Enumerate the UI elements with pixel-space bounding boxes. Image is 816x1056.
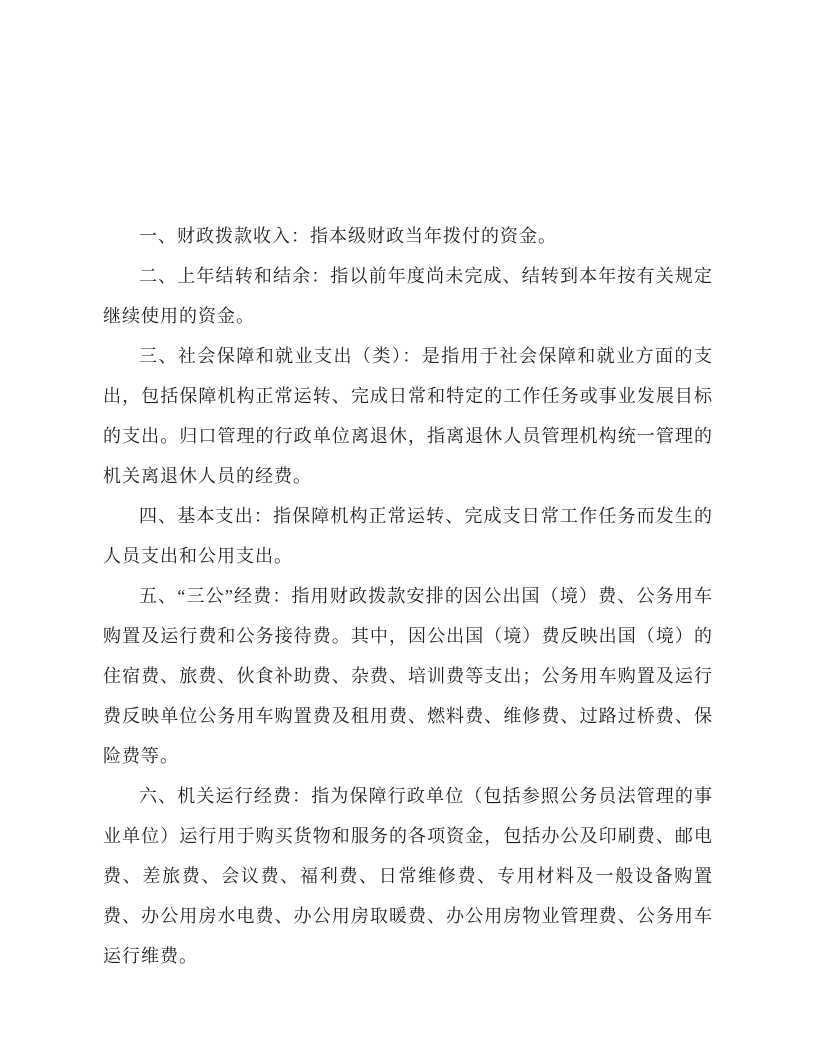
paragraph-three-public-expenses: 五、“三公”经费：指用财政拨款安排的因公出国（境）费、公务用车购置及运行费和公务接待费。其中，因公出国（境）费反映出国（境）的住宿费、旅费、伙食补助费、杂费、培训费等支出；公务用车购置及运行费反映单位公务用车购置费及租用费、燃料费、维修费、过路过桥费、保险费等。 — [103, 586, 713, 766]
paragraph-basic-expenditure: 四、基本支出：指保障机构正常运转、完成支日常工作任务而发生的人员支出和公用支出。 — [103, 506, 713, 566]
paragraph-prior-year-carryover: 二、上年结转和结余：指以前年度尚未完成、结转到本年按有关规定继续使用的资金。 — [103, 266, 713, 326]
paragraph-fiscal-appropriation-income: 一、财政拨款收入：指本级财政当年拨付的资金。 — [139, 226, 557, 246]
paragraph-social-security-employment-expenditure: 三、社会保障和就业支出（类）：是指用于社会保障和就业方面的支出，包括保障机构正常运转、完成日常和特定的工作任务或事业发展目标的支出。归口管理的行政单位离退休，指离退休人员管理机构统一管理的机关离退休人员的经费。 — [103, 346, 713, 486]
paragraph-agency-operating-expenses: 六、机关运行经费：指为保障行政单位（包括参照公务员法管理的事业单位）运行用于购买货物和服务的各项资金，包括办公及印刷费、邮电费、差旅费、会议费、福利费、日常维修费、专用材料及一般设备购置费、办公用房水电费、办公用房取暖费、办公用房物业管理费、公务用车运行维费。 — [103, 786, 713, 966]
document-content — [103, 216, 713, 976]
